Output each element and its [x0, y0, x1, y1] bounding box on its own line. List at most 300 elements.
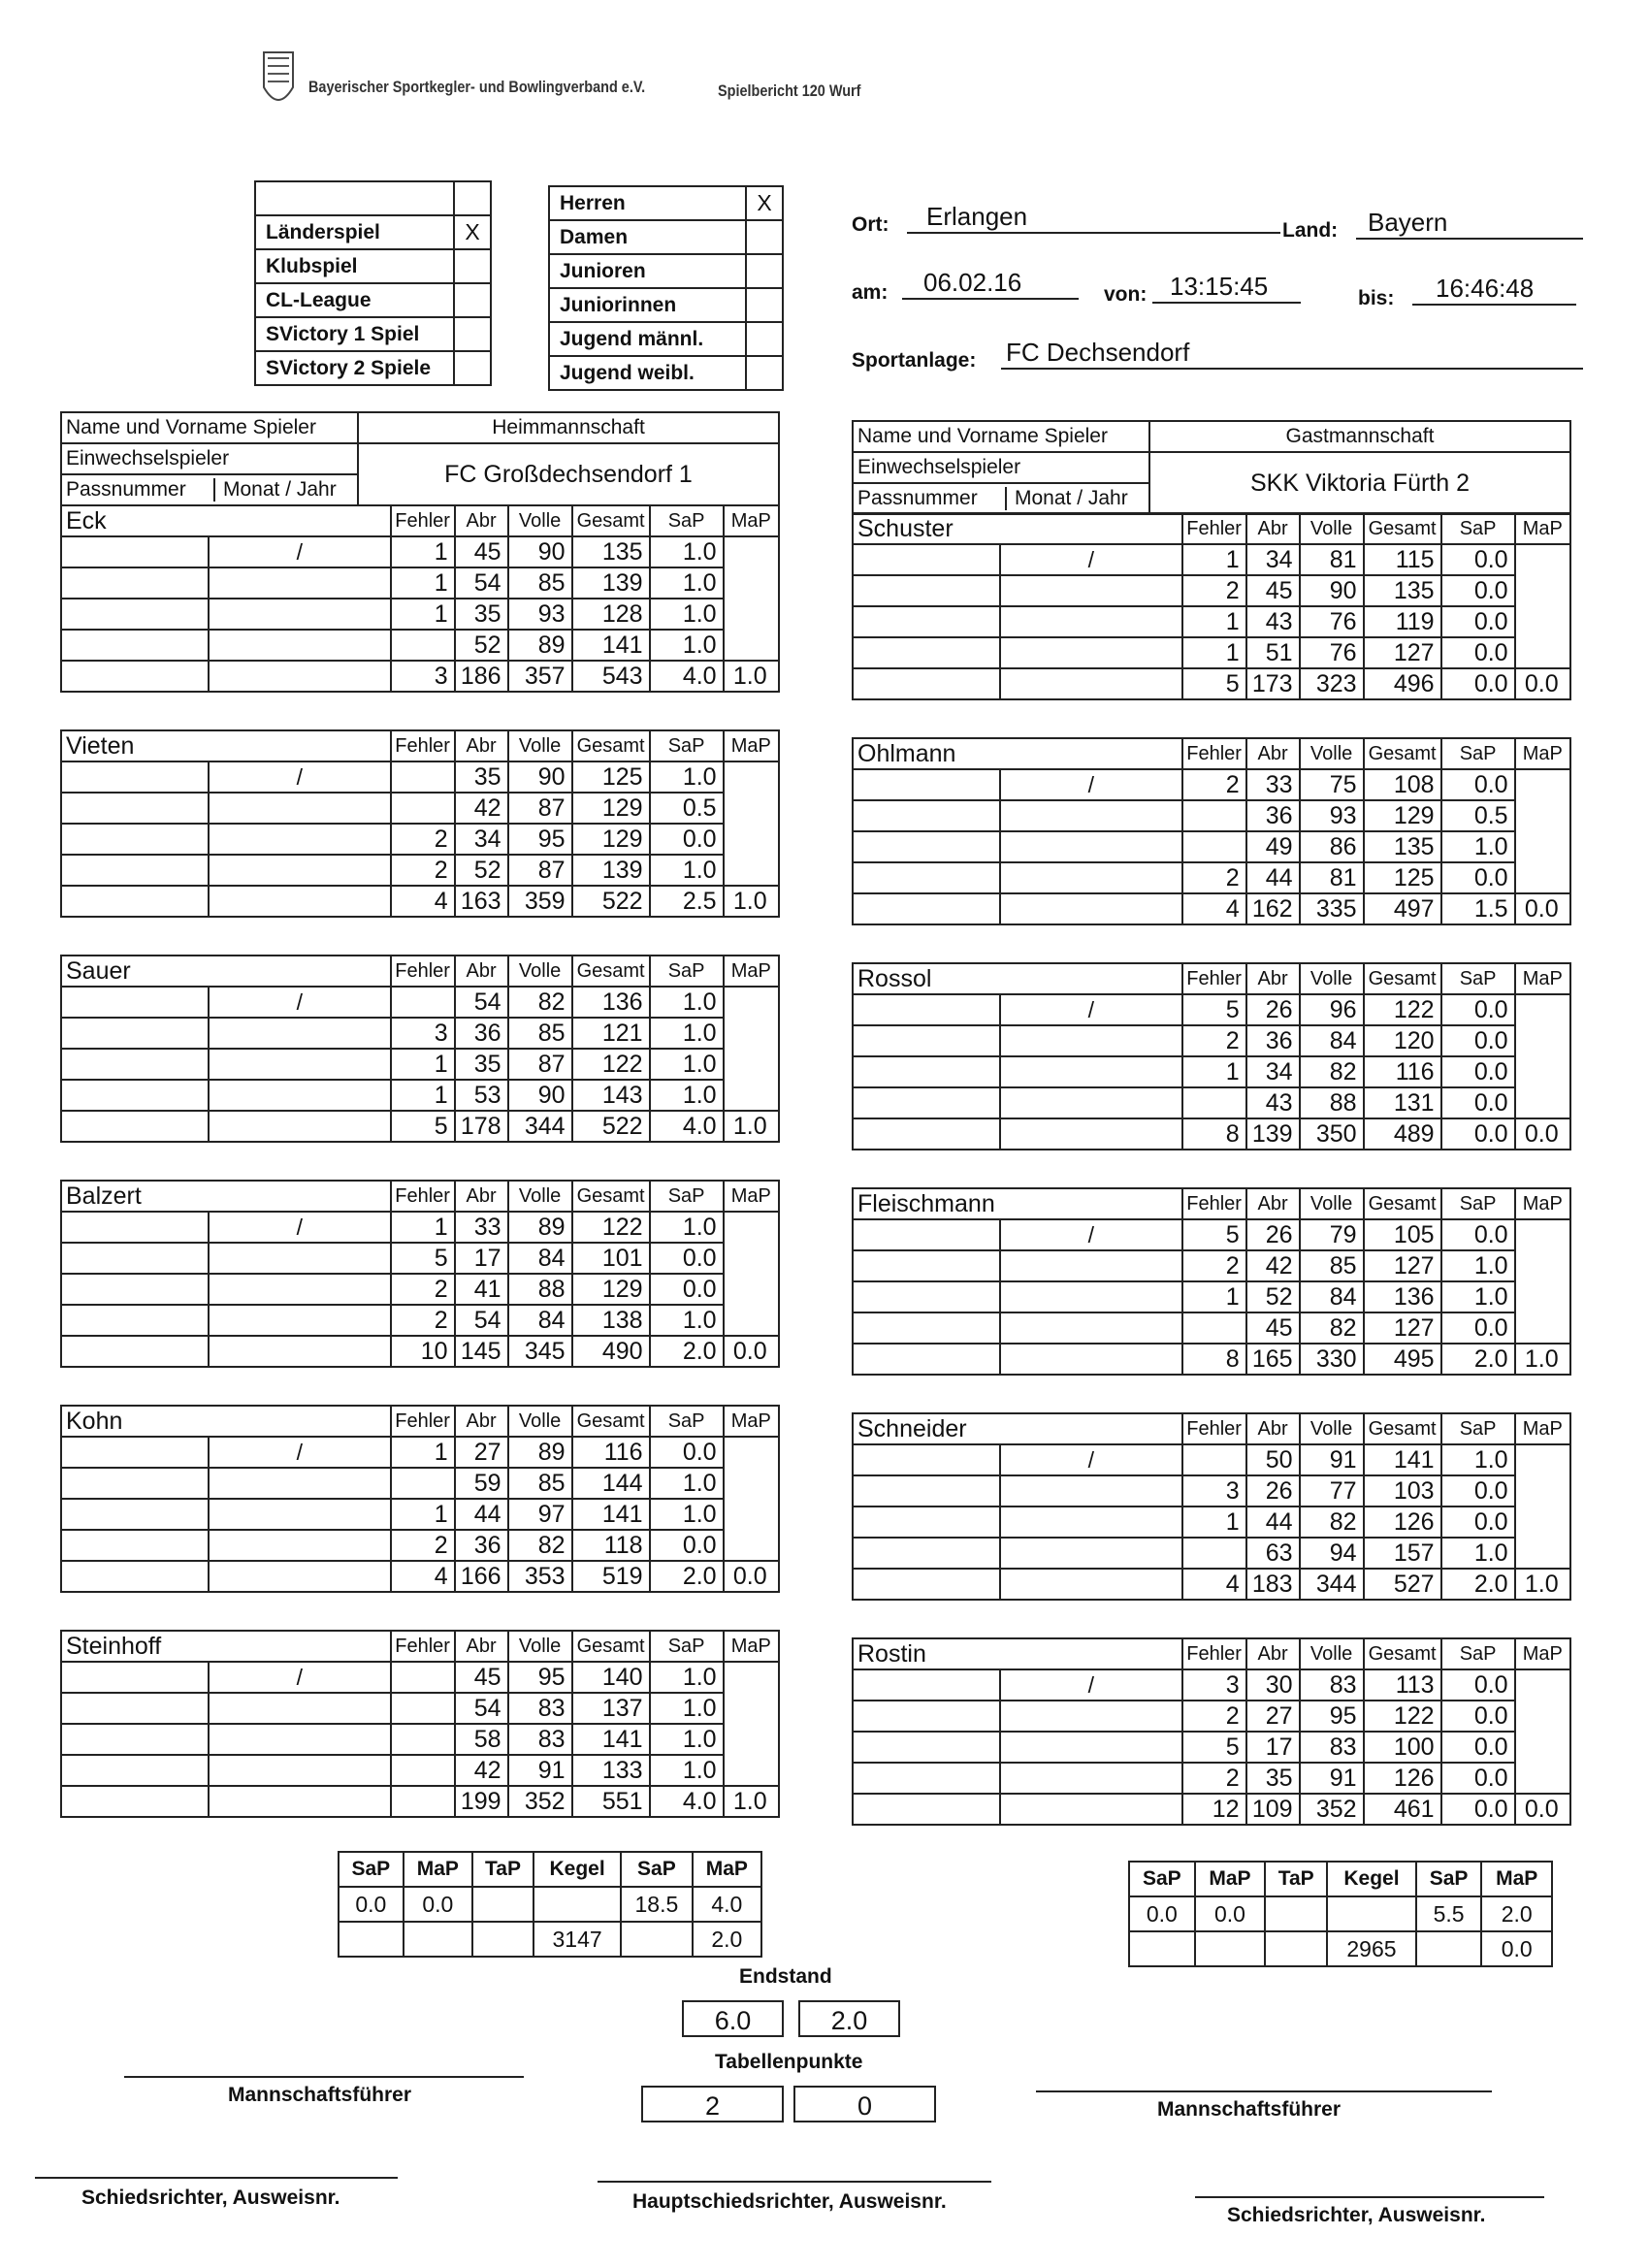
pass-cell[interactable] [853, 1118, 1000, 1150]
month-cell[interactable] [1000, 1056, 1182, 1087]
lane-row [61, 987, 779, 1018]
pass-cell[interactable] [853, 606, 1000, 637]
option-checkbox[interactable] [454, 283, 491, 317]
option-label: Klubspiel [255, 249, 454, 283]
pass-cell[interactable] [61, 1561, 209, 1592]
pass-cell[interactable] [853, 1025, 1000, 1056]
column-header-volle: Volle [1300, 1188, 1364, 1219]
abr-cell: 35 [455, 761, 508, 793]
month-cell[interactable]: / [1000, 1219, 1182, 1250]
sap-cell: 4.0 [650, 1786, 724, 1817]
gesamt-cell: 120 [1364, 1025, 1441, 1056]
month-cell[interactable] [1000, 1569, 1182, 1600]
sap-cell: 1.0 [650, 1080, 724, 1111]
sub-label: Einwechselspieler [61, 443, 358, 474]
month-cell[interactable] [209, 855, 391, 886]
abr-cell: 49 [1246, 831, 1300, 862]
ort-field: Erlangen [907, 202, 1280, 234]
abr-cell: 165 [1246, 1344, 1300, 1375]
end-time-field: 16:46:48 [1412, 274, 1576, 306]
volle-cell: 97 [508, 1499, 572, 1530]
pass-cell[interactable] [61, 1243, 209, 1274]
month-cell[interactable] [209, 886, 391, 917]
summary-cell [1129, 1931, 1195, 1966]
tabellenpunkte-guest: 0 [793, 2086, 936, 2122]
lane-row [61, 1499, 779, 1530]
map-total-cell: 0.0 [1515, 668, 1570, 699]
pass-cell[interactable] [61, 1662, 209, 1693]
column-header-map: MaP [1515, 738, 1570, 769]
pass-cell[interactable] [853, 1569, 1000, 1600]
fehler-cell: 4 [1182, 893, 1246, 924]
option-checkbox[interactable] [454, 181, 491, 215]
category-table [548, 185, 784, 391]
pass-cell[interactable] [61, 1724, 209, 1755]
pass-label: Passnummer [854, 487, 1007, 510]
column-header-map: MaP [1515, 1638, 1570, 1669]
sap-cell: 0.0 [1441, 1701, 1515, 1732]
month-cell[interactable] [1000, 575, 1182, 606]
pass-cell[interactable] [853, 1669, 1000, 1701]
month-cell[interactable] [1000, 637, 1182, 668]
pass-cell[interactable] [853, 1056, 1000, 1087]
abr-cell: 43 [1246, 606, 1300, 637]
month-cell[interactable] [1000, 1250, 1182, 1281]
volle-cell: 90 [1300, 575, 1364, 606]
abr-cell: 26 [1246, 994, 1300, 1025]
sap-cell: 0.0 [1441, 1732, 1515, 1763]
month-cell[interactable] [1000, 1794, 1182, 1825]
lane-row [853, 1312, 1570, 1344]
sap-cell: 2.5 [650, 886, 724, 917]
column-header-sap: SaP [1441, 1413, 1515, 1444]
map-cell [1515, 1669, 1570, 1794]
fehler-cell [391, 630, 455, 661]
month-cell[interactable] [209, 567, 391, 599]
player-header-row [853, 963, 1570, 994]
column-header-fehler: Fehler [1182, 1638, 1246, 1669]
month-cell[interactable]: / [1000, 1444, 1182, 1475]
volle-cell: 88 [1300, 1087, 1364, 1118]
sap-cell: 1.0 [650, 599, 724, 630]
month-cell[interactable] [209, 661, 391, 692]
option-checkbox[interactable] [454, 317, 491, 351]
pass-cell[interactable] [853, 862, 1000, 893]
month-cell[interactable] [209, 1274, 391, 1305]
summary-cell: 18.5 [621, 1887, 692, 1922]
sub-label: Einwechselspieler [853, 452, 1149, 483]
month-cell[interactable]: / [1000, 1669, 1182, 1701]
column-header-abr: Abr [1246, 1188, 1300, 1219]
fehler-cell: 2 [391, 1530, 455, 1561]
player-header-row [61, 730, 779, 761]
sap-cell: 2.0 [1441, 1569, 1515, 1600]
pass-cell[interactable] [61, 536, 209, 567]
column-header-volle: Volle [508, 1181, 572, 1212]
month-cell[interactable]: / [1000, 769, 1182, 800]
pass-cell[interactable] [61, 1080, 209, 1111]
volle-cell: 84 [1300, 1281, 1364, 1312]
month-cell[interactable] [209, 1080, 391, 1111]
option-label: Damen [549, 220, 746, 254]
sportanlage-label: Sportanlage: [852, 349, 977, 372]
summary-cell [1327, 1896, 1416, 1931]
abr-cell: 163 [455, 886, 508, 917]
volle-cell: 85 [1300, 1250, 1364, 1281]
sap-cell: 0.0 [1441, 637, 1515, 668]
fehler-cell: 1 [1182, 544, 1246, 575]
sap-cell: 1.0 [650, 987, 724, 1018]
pass-cell[interactable] [853, 769, 1000, 800]
option-label: Junioren [549, 254, 746, 288]
pass-cell[interactable] [61, 761, 209, 793]
option-label [255, 181, 454, 215]
pass-cell[interactable] [853, 668, 1000, 699]
sap-cell: 1.0 [650, 1755, 724, 1786]
sap-cell: 1.5 [1441, 893, 1515, 924]
sap-cell: 0.0 [1441, 1025, 1515, 1056]
month-cell[interactable] [209, 1111, 391, 1142]
option-checkbox[interactable] [454, 351, 491, 385]
pass-cell[interactable] [61, 1049, 209, 1080]
volle-cell: 82 [1300, 1056, 1364, 1087]
volle-cell: 95 [508, 824, 572, 855]
column-header-fehler: Fehler [391, 1406, 455, 1437]
fehler-cell [1182, 1312, 1246, 1344]
gesamt-cell: 118 [572, 1530, 650, 1561]
lane-row [853, 994, 1570, 1025]
abr-cell: 26 [1246, 1475, 1300, 1507]
column-header-sap: SaP [650, 956, 724, 987]
month-cell[interactable] [209, 824, 391, 855]
pass-cell[interactable] [853, 1794, 1000, 1825]
gesamt-cell: 461 [1364, 1794, 1441, 1825]
sap-cell: 0.0 [650, 1437, 724, 1468]
month-cell[interactable] [1000, 862, 1182, 893]
month-cell[interactable] [209, 630, 391, 661]
player-header-row [61, 956, 779, 987]
option-checkbox[interactable]: X [746, 186, 783, 220]
pass-cell[interactable] [853, 1732, 1000, 1763]
pass-cell[interactable] [61, 1111, 209, 1142]
month-cell[interactable] [1000, 606, 1182, 637]
gesamt-cell: 139 [572, 567, 650, 599]
pass-cell[interactable] [853, 994, 1000, 1025]
column-header-map: MaP [724, 956, 779, 987]
gesamt-cell: 116 [1364, 1056, 1441, 1087]
lane-row [853, 862, 1570, 893]
column-header-gesamt: Gesamt [572, 956, 650, 987]
month-cell[interactable] [209, 1336, 391, 1367]
column-header-abr: Abr [455, 1631, 508, 1662]
gesamt-cell: 143 [572, 1080, 650, 1111]
lane-row [61, 1755, 779, 1786]
fehler-cell: 1 [391, 536, 455, 567]
option-checkbox[interactable] [746, 288, 783, 322]
pass-cell[interactable] [61, 1018, 209, 1049]
gesamt-cell: 128 [572, 599, 650, 630]
month-cell[interactable]: / [209, 761, 391, 793]
month-cell[interactable] [1000, 1118, 1182, 1150]
month-cell[interactable] [1000, 1763, 1182, 1794]
volle-cell: 345 [508, 1336, 572, 1367]
month-cell[interactable] [209, 1049, 391, 1080]
guest-label: Gastmannschaft [1149, 421, 1570, 452]
gesamt-cell: 108 [1364, 769, 1441, 800]
total-row [853, 1118, 1570, 1150]
pass-cell[interactable] [61, 567, 209, 599]
month-cell[interactable]: / [209, 1212, 391, 1243]
column-header-map: MaP [724, 505, 779, 536]
month-cell[interactable] [209, 1243, 391, 1274]
player-block [852, 737, 1571, 925]
lane-row [61, 1530, 779, 1561]
month-cell[interactable] [1000, 668, 1182, 699]
volle-cell: 95 [508, 1662, 572, 1693]
pass-cell[interactable] [61, 1468, 209, 1499]
pass-cell[interactable] [61, 661, 209, 692]
total-row [853, 1794, 1570, 1825]
gesamt-cell: 129 [572, 824, 650, 855]
month-cell[interactable] [1000, 1025, 1182, 1056]
summary-cell [1265, 1896, 1327, 1931]
lane-row [853, 575, 1570, 606]
player-name: Vieten [61, 730, 391, 761]
player-block [852, 1637, 1571, 1826]
pass-cell[interactable] [61, 855, 209, 886]
month-cell[interactable] [209, 1786, 391, 1817]
pass-cell[interactable] [853, 544, 1000, 575]
gesamt-cell: 157 [1364, 1538, 1441, 1569]
month-cell[interactable] [209, 1693, 391, 1724]
summary-header: MaP [1481, 1862, 1552, 1896]
gesamt-cell: 141 [572, 1724, 650, 1755]
pass-cell[interactable] [61, 1336, 209, 1367]
month-cell[interactable] [209, 1499, 391, 1530]
pass-cell[interactable] [853, 1219, 1000, 1250]
pass-cell[interactable] [853, 1763, 1000, 1794]
gesamt-cell: 116 [572, 1437, 650, 1468]
sap-cell: 1.0 [1441, 1250, 1515, 1281]
month-cell[interactable] [209, 599, 391, 630]
pass-cell[interactable] [853, 893, 1000, 924]
month-cell[interactable] [209, 1724, 391, 1755]
month-cell[interactable] [1000, 893, 1182, 924]
pass-cell[interactable] [61, 1274, 209, 1305]
player-name: Schneider [853, 1413, 1182, 1444]
month-cell[interactable]: / [209, 1662, 391, 1693]
pass-cell[interactable] [853, 575, 1000, 606]
pass-cell[interactable] [853, 1087, 1000, 1118]
month-cell[interactable] [1000, 1312, 1182, 1344]
abr-cell: 145 [455, 1336, 508, 1367]
fehler-cell: 1 [1182, 1056, 1246, 1087]
month-cell[interactable] [209, 1305, 391, 1336]
volle-cell: 96 [1300, 994, 1364, 1025]
pass-cell[interactable] [853, 1344, 1000, 1375]
month-cell[interactable]: / [1000, 994, 1182, 1025]
pass-cell[interactable] [853, 1507, 1000, 1538]
pass-cell[interactable] [61, 1437, 209, 1468]
option-checkbox[interactable] [454, 249, 491, 283]
pass-cell[interactable] [61, 599, 209, 630]
column-header-abr: Abr [1246, 738, 1300, 769]
gesamt-cell: 138 [572, 1305, 650, 1336]
column-header-gesamt: Gesamt [1364, 963, 1441, 994]
sap-cell: 0.0 [1441, 544, 1515, 575]
month-cell[interactable] [209, 1561, 391, 1592]
fehler-cell: 1 [391, 599, 455, 630]
summary-cell [404, 1922, 472, 1957]
month-cell[interactable] [209, 1530, 391, 1561]
option-checkbox[interactable] [746, 254, 783, 288]
abr-cell: 34 [1246, 544, 1300, 575]
pass-cell[interactable] [61, 1305, 209, 1336]
volle-cell: 77 [1300, 1475, 1364, 1507]
lane-row [61, 599, 779, 630]
volle-cell: 86 [1300, 831, 1364, 862]
abr-cell: 50 [1246, 1444, 1300, 1475]
pass-cell[interactable] [61, 1693, 209, 1724]
gesamt-cell: 551 [572, 1786, 650, 1817]
total-row [61, 661, 779, 692]
option-checkbox[interactable] [746, 220, 783, 254]
volle-cell: 82 [1300, 1507, 1364, 1538]
volle-cell: 81 [1300, 862, 1364, 893]
month-cell[interactable] [1000, 1507, 1182, 1538]
gesamt-cell: 127 [1364, 1312, 1441, 1344]
column-header-gesamt: Gesamt [1364, 1638, 1441, 1669]
summary-row [1129, 1896, 1552, 1931]
volle-cell: 357 [508, 661, 572, 692]
home-team-name: FC Großdechsendorf 1 [358, 443, 779, 505]
sap-cell: 4.0 [650, 661, 724, 692]
volle-cell: 91 [1300, 1763, 1364, 1794]
gesamt-cell: 527 [1364, 1569, 1441, 1600]
abr-cell: 58 [455, 1724, 508, 1755]
volle-cell: 82 [508, 987, 572, 1018]
summary-cell: 0.0 [339, 1887, 404, 1922]
month-cell[interactable]: / [209, 1437, 391, 1468]
player-block [60, 955, 780, 1143]
summary-header: TaP [1265, 1862, 1327, 1896]
summary-header: TaP [472, 1852, 534, 1887]
map-total-cell: 1.0 [1515, 1569, 1570, 1600]
pass-cell[interactable] [61, 1499, 209, 1530]
pass-cell[interactable] [853, 800, 1000, 831]
sap-cell: 1.0 [650, 1468, 724, 1499]
abr-cell: 52 [455, 855, 508, 886]
pass-cell[interactable] [853, 831, 1000, 862]
column-header-sap: SaP [1441, 963, 1515, 994]
association-name: Bayerischer Sportkegler- und Bowlingverband e.V. [308, 78, 646, 96]
column-header-fehler: Fehler [1182, 1413, 1246, 1444]
pass-cell[interactable] [61, 1530, 209, 1561]
pass-cell[interactable] [61, 886, 209, 917]
association-crest-icon [262, 49, 295, 116]
pass-cell[interactable] [853, 1701, 1000, 1732]
fehler-cell: 3 [391, 661, 455, 692]
volle-cell: 84 [1300, 1025, 1364, 1056]
pass-cell[interactable] [853, 1444, 1000, 1475]
month-cell[interactable] [209, 1755, 391, 1786]
column-header-sap: SaP [650, 1406, 724, 1437]
pass-cell[interactable] [853, 1312, 1000, 1344]
column-header-abr: Abr [455, 1181, 508, 1212]
player-header-row [61, 1406, 779, 1437]
summary-header: SaP [621, 1852, 692, 1887]
lane-row [61, 824, 779, 855]
month-cell[interactable] [1000, 831, 1182, 862]
volle-cell: 90 [508, 761, 572, 793]
option-checkbox[interactable]: X [454, 215, 491, 249]
pass-cell[interactable] [61, 630, 209, 661]
gesamt-cell: 495 [1364, 1344, 1441, 1375]
month-cell[interactable] [1000, 1475, 1182, 1507]
abr-cell: 27 [1246, 1701, 1300, 1732]
pass-cell[interactable] [61, 1212, 209, 1243]
total-row [61, 1786, 779, 1817]
volle-cell: 85 [508, 1018, 572, 1049]
month-cell[interactable] [209, 793, 391, 824]
pass-cell[interactable] [61, 1786, 209, 1817]
map-total-cell: 1.0 [724, 1111, 779, 1142]
month-cell[interactable] [209, 1468, 391, 1499]
map-cell [724, 1212, 779, 1336]
pass-cell[interactable] [61, 793, 209, 824]
month-cell[interactable] [1000, 1732, 1182, 1763]
gesamt-cell: 490 [572, 1336, 650, 1367]
month-cell[interactable] [1000, 1344, 1182, 1375]
month-cell[interactable] [1000, 800, 1182, 831]
month-cell[interactable] [1000, 1281, 1182, 1312]
lane-row [61, 1724, 779, 1755]
month-cell[interactable] [209, 1018, 391, 1049]
pass-cell[interactable] [61, 824, 209, 855]
month-cell[interactable]: / [209, 987, 391, 1018]
month-cell[interactable] [1000, 1538, 1182, 1569]
fehler-cell: 2 [1182, 1250, 1246, 1281]
column-header-volle: Volle [508, 730, 572, 761]
volle-cell: 352 [1300, 1794, 1364, 1825]
lane-row [853, 800, 1570, 831]
fehler-cell: 5 [1182, 1219, 1246, 1250]
pass-cell[interactable] [853, 1475, 1000, 1507]
sap-cell: 1.0 [650, 1662, 724, 1693]
column-header-map: MaP [724, 730, 779, 761]
month-cell[interactable] [1000, 1701, 1182, 1732]
pass-cell[interactable] [853, 1538, 1000, 1569]
player-header-row [853, 1188, 1570, 1219]
option-label: Jugend weibl. [549, 356, 746, 390]
pass-cell[interactable] [853, 1250, 1000, 1281]
fehler-cell: 3 [1182, 1669, 1246, 1701]
option-checkbox[interactable] [746, 322, 783, 356]
option-checkbox[interactable] [746, 356, 783, 390]
gesamt-cell: 113 [1364, 1669, 1441, 1701]
gesamt-cell: 119 [1364, 606, 1441, 637]
month-cell[interactable]: / [209, 536, 391, 567]
month-cell[interactable] [1000, 1087, 1182, 1118]
pass-cell[interactable] [61, 987, 209, 1018]
month-cell[interactable]: / [1000, 544, 1182, 575]
pass-cell[interactable] [61, 1755, 209, 1786]
pass-cell[interactable] [853, 1281, 1000, 1312]
pass-cell[interactable] [853, 637, 1000, 668]
volle-cell: 93 [508, 599, 572, 630]
checkbox-row [255, 317, 491, 351]
fehler-cell: 8 [1182, 1118, 1246, 1150]
